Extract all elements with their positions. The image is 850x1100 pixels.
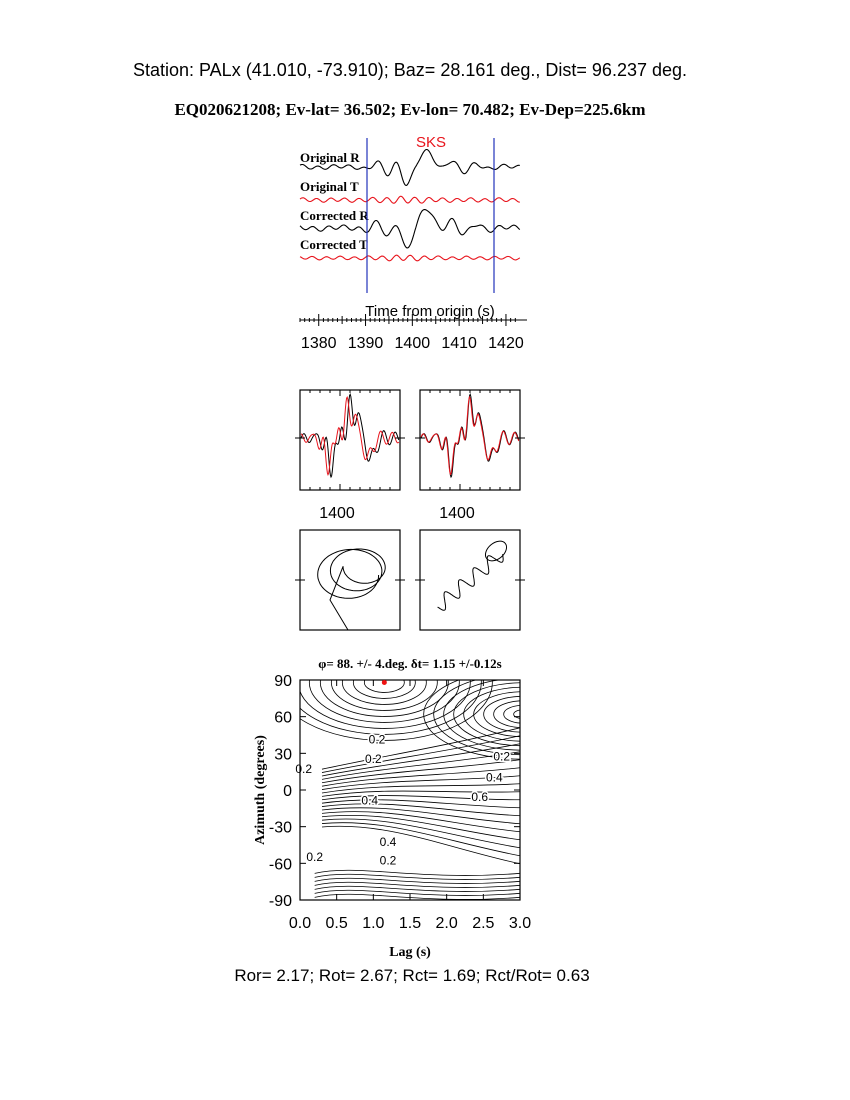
waveform-tick-label-right: 1400 [439, 505, 475, 522]
energy-contour-panel [253, 624, 624, 960]
contour-label: 0.2 [379, 853, 397, 868]
seismogram-panel [300, 134, 527, 352]
waveform-transverse [421, 397, 519, 474]
station-info: Station: PALx (41.010, -73.910); Baz= 28.161 deg., Dist= 96.237 deg. [132, 60, 688, 80]
trace-label-corrected-t: Corrected T [300, 237, 368, 252]
azimuth-axis-label: Azimuth (degrees) [253, 735, 268, 845]
contour-y-tick-label: 60 [274, 709, 292, 727]
particle-motion [295, 530, 525, 630]
contour-line [484, 696, 564, 732]
contour-line [322, 728, 520, 769]
contour-line [474, 692, 574, 737]
particle-frame-right [420, 530, 520, 630]
contour-y-tick-label: 0 [283, 783, 292, 800]
particle-path-right [438, 554, 504, 610]
contour-label: 0.2 [368, 732, 386, 747]
contour-y-tick-label: -60 [268, 856, 292, 874]
contour-x-tick-label: 2.0 [435, 915, 458, 932]
best-fit-marker [382, 680, 387, 685]
contour-label: 0.2 [493, 749, 511, 764]
contour-line [322, 826, 520, 864]
particle-motion-left [318, 549, 386, 630]
particle-motion-right [438, 537, 511, 610]
contour-line [322, 819, 520, 848]
event-info: EQ020621208; Ev-lat= 36.502; Ev-lon= 70.482; Ev-Dep=225.6km [174, 100, 646, 119]
contour-x-tick-label: 1.0 [362, 915, 385, 932]
contour-label: 0.2 [295, 761, 313, 776]
particle-loop-right [482, 537, 511, 565]
contour-line [494, 701, 554, 728]
waveform-traces-left [301, 394, 399, 477]
waveform-transverse [301, 397, 399, 475]
contour-line [322, 804, 520, 816]
seismogram-series [300, 196, 520, 203]
waveform-traces-right [421, 394, 519, 477]
contour-label: 0.4 [379, 835, 397, 850]
contour-line [514, 710, 534, 719]
contour-line [322, 791, 520, 796]
contour-line [322, 808, 520, 824]
time-tick-label: 1390 [347, 335, 384, 352]
time-tick-label: 1420 [488, 335, 524, 352]
contour-x-tick-label: 0.0 [288, 915, 312, 932]
lag-axis-label: Lag (s) [389, 945, 431, 960]
contour-y-tick-label: -90 [268, 893, 292, 910]
phase-label-sks: SKS [415, 134, 447, 151]
contour-title: φ= 88. +/- 4.deg. δt= 1.15 +/-0.12s [318, 656, 502, 671]
contour-label: 0.6 [471, 790, 489, 804]
waveform-frame-left [300, 390, 400, 490]
contour-line [322, 796, 520, 800]
trace-label-corrected-r: Corrected R [300, 208, 369, 223]
time-tick-label: 1380 [300, 335, 337, 352]
waveform-frame-right [420, 390, 520, 490]
contour-label: 0.4 [485, 770, 503, 785]
contour-y-tick-label: 30 [274, 746, 292, 764]
particle-path-left [318, 549, 386, 630]
particle-frame-left [300, 530, 400, 630]
trace-label-original-t: Original T [300, 179, 359, 194]
seismogram-series [300, 255, 520, 261]
ratio-summary: Ror= 2.17; Rot= 2.67; Rct= 1.69; Rct/Rot= 0.63 [234, 966, 590, 985]
contour-x-tick-label: 2.5 [472, 915, 495, 932]
contour-line [315, 870, 520, 875]
contour-label: 0.2 [364, 752, 382, 767]
contour-x-tick-label: 0.5 [325, 915, 348, 932]
contour-x-tick-label: 1.5 [398, 915, 422, 932]
trace-label-original-r: Original R [300, 150, 360, 165]
time-axis-label: Time from origin (s) [365, 303, 495, 320]
time-tick-label: 1410 [441, 335, 477, 352]
contour-label: 0.4 [361, 793, 379, 808]
contour-line [322, 812, 520, 832]
contour-x-tick-label: 3.0 [508, 915, 532, 932]
contour-line [504, 705, 544, 723]
waveform-tick-label-left: 1400 [319, 505, 355, 522]
waveform-ticks [295, 390, 525, 490]
contour-label: 0.2 [306, 849, 324, 864]
contour-line [322, 736, 520, 773]
contour-y-tick-label: -30 [268, 819, 292, 837]
waveform-radial [421, 394, 519, 477]
contour-y-tick-label: 90 [274, 673, 292, 690]
time-tick-label: 1400 [394, 335, 431, 352]
waveform-comparison [295, 390, 525, 522]
contour-line [464, 687, 584, 741]
